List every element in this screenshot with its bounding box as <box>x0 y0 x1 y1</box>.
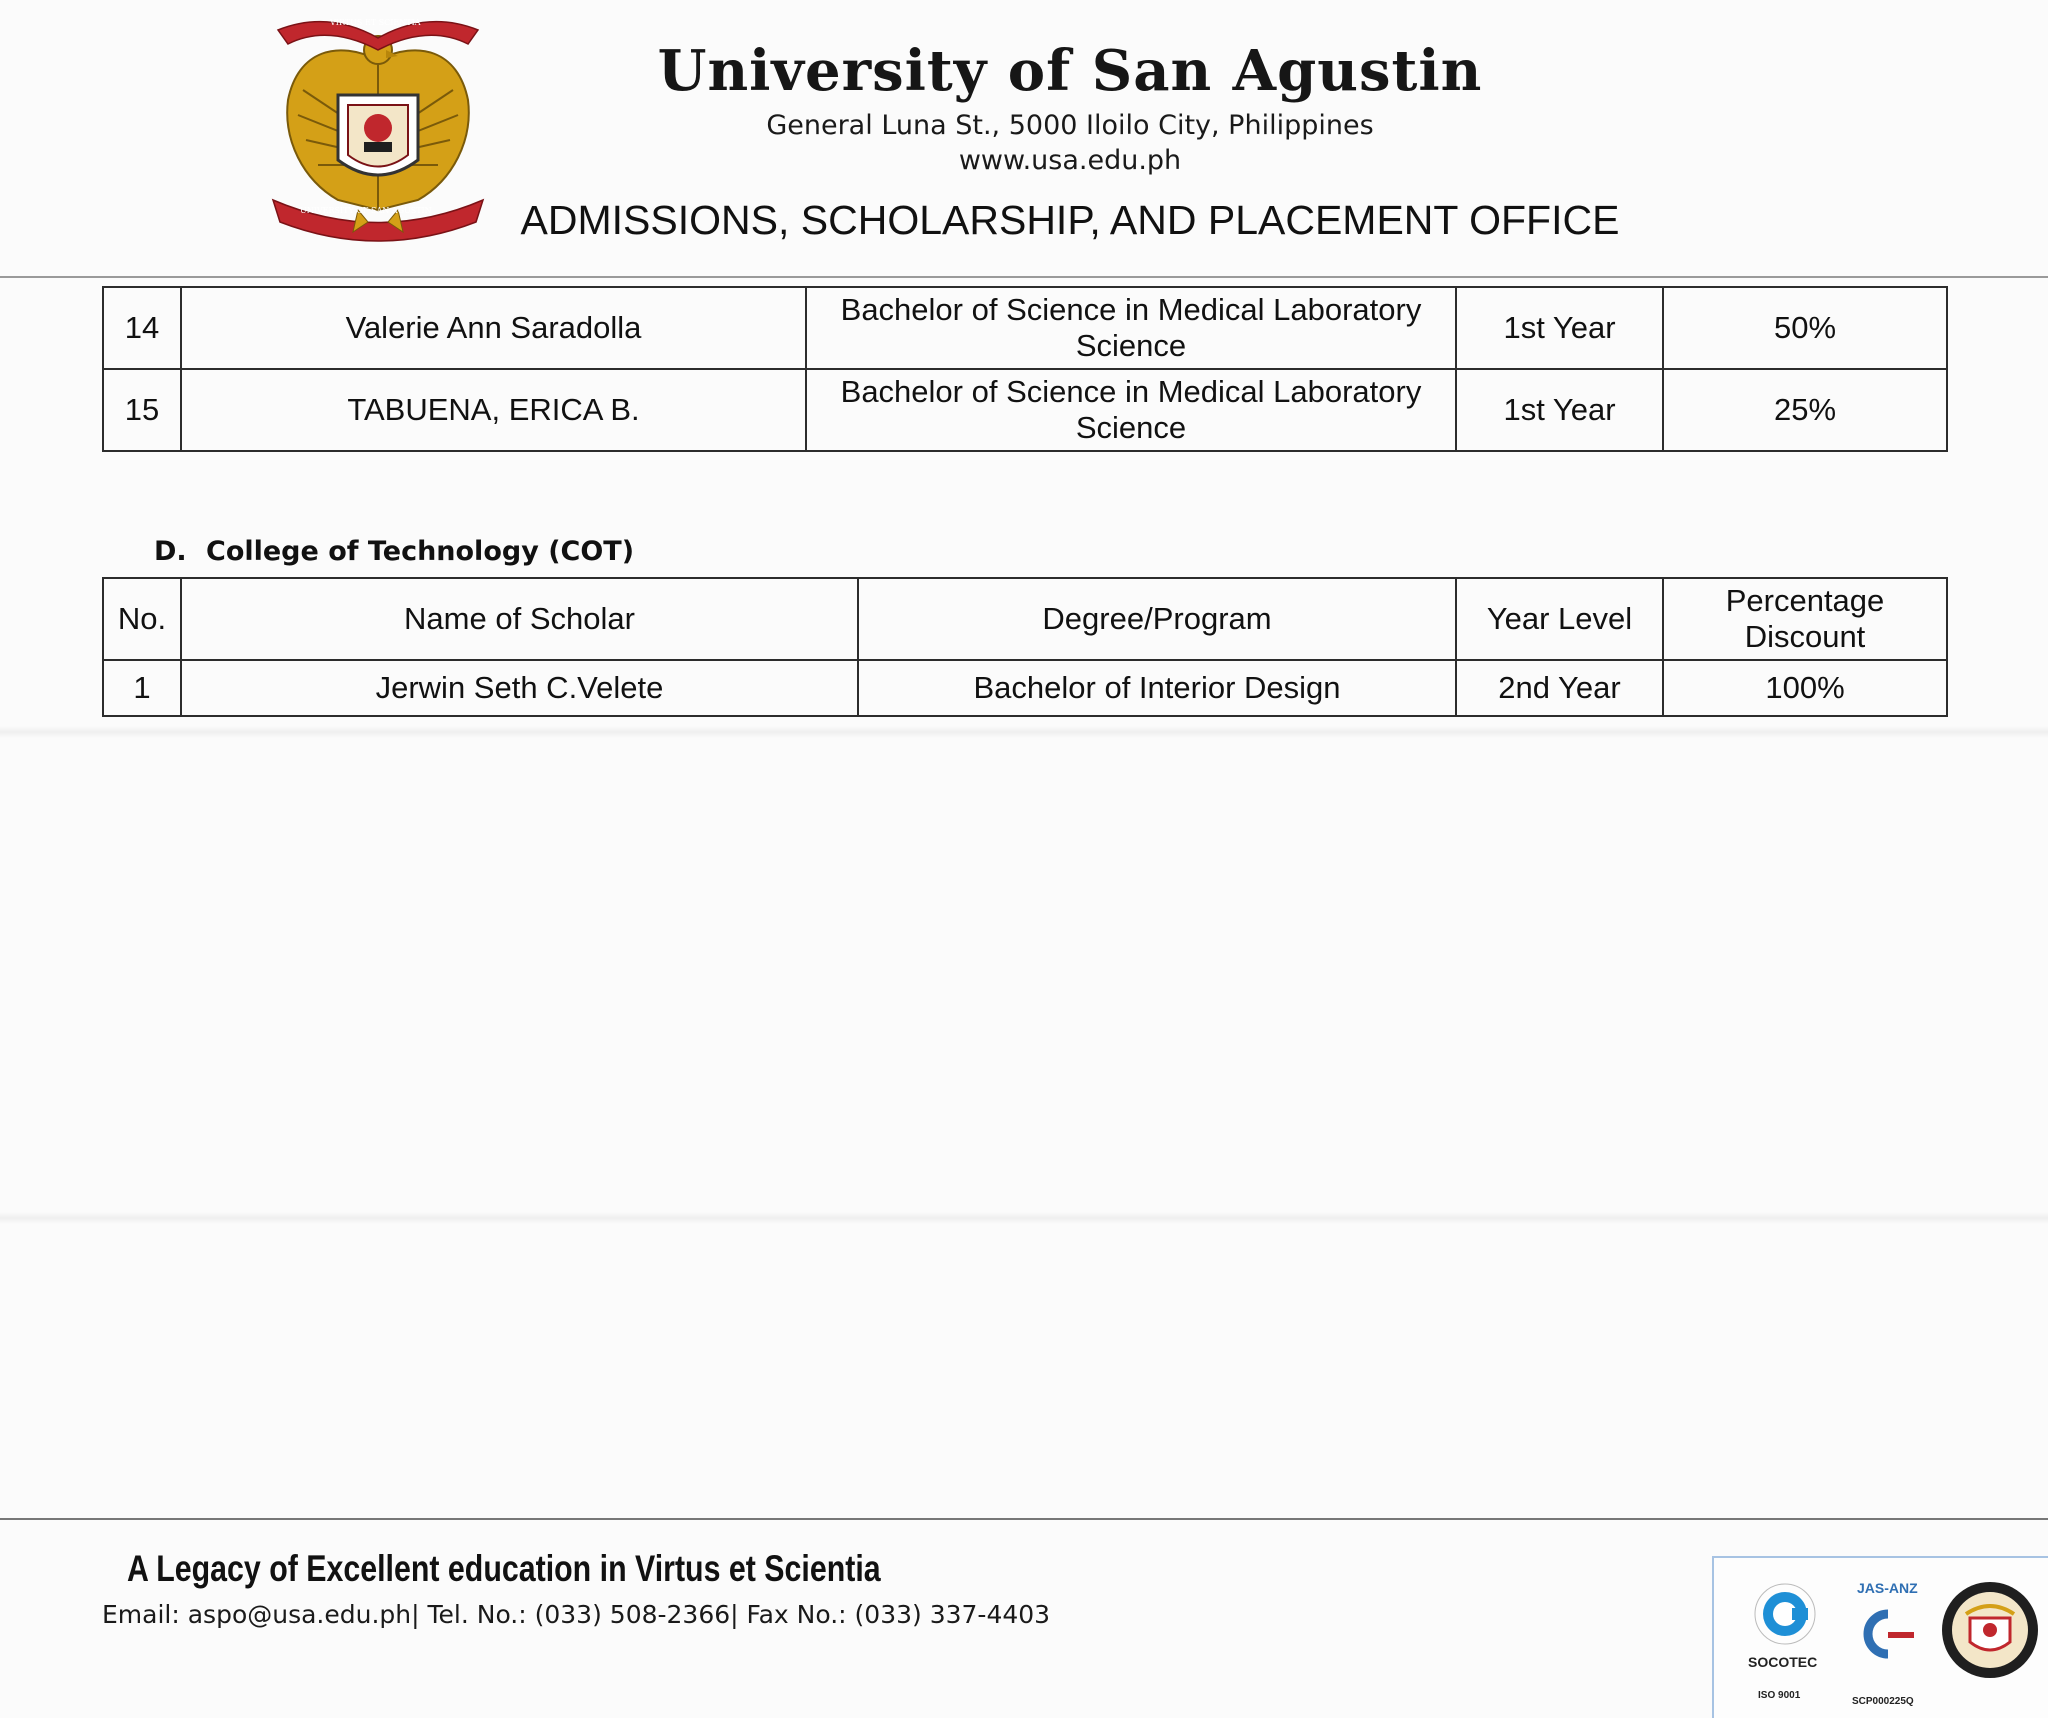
cell-discount: 100% <box>1663 660 1947 716</box>
footer-divider <box>0 1518 2048 1520</box>
cell-no: 1 <box>103 660 181 716</box>
socotec-logo-icon <box>1730 1578 1840 1658</box>
cell-discount: 25% <box>1663 369 1947 451</box>
column-header-program: Degree/Program <box>858 578 1456 660</box>
section-letter: D. <box>154 536 187 567</box>
cell-discount: 50% <box>1663 287 1947 369</box>
scholar-table-continued <box>102 286 1948 452</box>
cell-name: TABUENA, ERICA B. <box>181 369 806 451</box>
iso-label: ISO 9001 <box>1758 1690 1801 1701</box>
cell-name: Valerie Ann Saradolla <box>181 287 806 369</box>
table-row <box>103 287 1947 369</box>
scan-fold-line <box>0 1212 2048 1224</box>
cell-year: 2nd Year <box>1456 660 1663 716</box>
cell-program: Bachelor of Science in Medical Laboratory Science <box>806 369 1456 451</box>
university-website: www.usa.edu.ph <box>958 145 1182 176</box>
column-header-year: Year Level <box>1456 578 1663 660</box>
scan-fold-line <box>0 726 2048 738</box>
column-header-name: Name of Scholar <box>181 578 858 660</box>
footer-contact: Email: aspo@usa.edu.ph| Tel. No.: (033) 508-2366| Fax No.: (033) 337-4403 <box>102 1600 1051 1629</box>
section-title: College of Technology (COT) <box>206 536 635 567</box>
column-header-no: No. <box>103 578 181 660</box>
scholar-table-cot <box>102 577 1948 717</box>
table-header-row <box>103 578 1947 660</box>
cell-name: Jerwin Seth C.Velete <box>181 660 858 716</box>
seal-ribbon-top-text: VIRTUS ET SCIENTIA <box>330 18 421 27</box>
cell-program: Bachelor of Science in Medical Laboratory Science <box>806 287 1456 369</box>
cell-program: Bachelor of Interior Design <box>858 660 1456 716</box>
university-address: General Luna St., 5000 Iloilo City, Philippines <box>766 110 1374 141</box>
jasanz-label: JAS-ANZ <box>1857 1580 1918 1596</box>
seal-ribbon-bottom-text: UNIVERSITY OF SAN AGUSTIN <box>300 206 432 215</box>
column-header-discount: Percentage Discount <box>1663 578 1947 660</box>
office-name: ADMISSIONS, SCHOLARSHIP, AND PLACEMENT OFFICE <box>520 197 1620 243</box>
footer-motto: A Legacy of Excellent education in Virtus et Scientia <box>127 1548 881 1589</box>
cell-year: 1st Year <box>1456 369 1663 451</box>
table-row <box>103 660 1947 716</box>
socotec-label: SOCOTEC <box>1748 1654 1818 1670</box>
section-heading <box>154 536 634 567</box>
university-name: University of San Agustin <box>657 38 1483 104</box>
cell-no: 14 <box>103 287 181 369</box>
certificate-code: SCP000225Q <box>1852 1696 1914 1707</box>
jasanz-logo-icon <box>1848 1600 1928 1670</box>
table-row <box>103 369 1947 451</box>
header-divider <box>0 276 2048 278</box>
cell-no: 15 <box>103 369 181 451</box>
cell-year: 1st Year <box>1456 287 1663 369</box>
university-seal-small-icon <box>1940 1580 2040 1680</box>
